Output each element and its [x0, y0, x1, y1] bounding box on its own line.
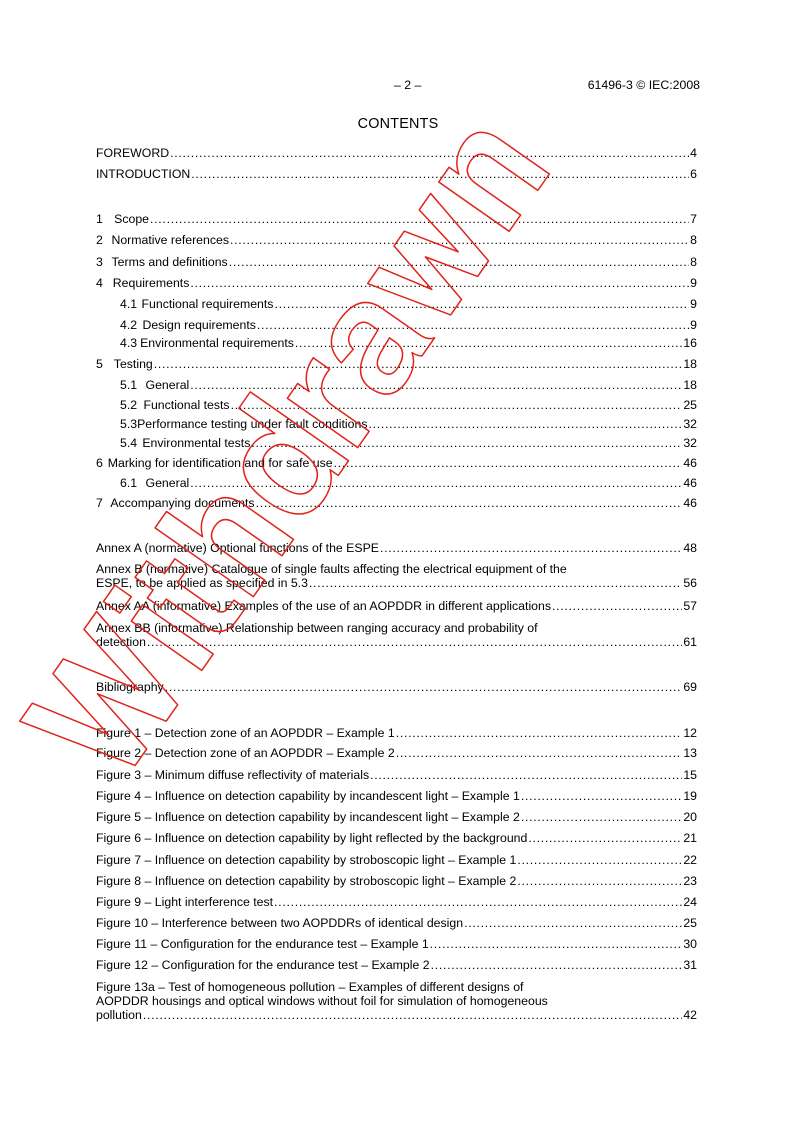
dot-leader	[190, 276, 689, 290]
dot-leader	[295, 336, 682, 350]
toc-entry-title-line: Annex B (normative) Catalogue of single faults affecting the electrical equipment of the	[96, 562, 567, 576]
toc-entry-annex-aa[interactable]	[96, 599, 697, 613]
dot-leader	[191, 167, 689, 181]
toc-entry-title: Functional requirements	[141, 297, 274, 311]
toc-entry-title: Figure 10 – Interference between two AOPDDRs of identical design	[96, 916, 464, 930]
toc-entry-figure[interactable]	[96, 916, 697, 930]
toc-entry-title: INTRODUCTION	[96, 167, 191, 181]
toc-entry-title: Figure 3 – Minimum diffuse reflectivity of materials	[96, 768, 370, 782]
toc-entry-title: Figure 4 – Influence on detection capability by incandescent light – Example 1	[96, 789, 520, 803]
toc-entry-bibliography[interactable]	[96, 680, 697, 694]
toc-page-number: 21	[683, 831, 697, 845]
toc-entry-clause[interactable]	[120, 297, 697, 311]
toc-entry-title: Requirements	[112, 276, 190, 290]
toc-entry-number: 4	[96, 276, 103, 290]
toc-page-number: 16	[683, 336, 697, 350]
toc-entry-clause[interactable]	[96, 456, 697, 470]
toc-page-number: 32	[683, 436, 697, 450]
toc-entry-title: Environmental requirements	[140, 336, 294, 350]
toc-entry-number: 4.3	[120, 336, 138, 350]
toc-entry-title: Functional tests	[143, 398, 230, 412]
toc-entry-title-line: pollution	[96, 1008, 142, 1022]
toc-page-number: 22	[683, 853, 697, 867]
dot-leader	[528, 831, 682, 845]
toc-page-number: 6	[690, 167, 697, 181]
toc-entry-figure[interactable]	[96, 895, 697, 909]
toc-page-number: 20	[683, 810, 697, 824]
dot-leader	[396, 726, 683, 740]
dot-leader	[230, 233, 689, 247]
toc-entry-number: 5.1	[120, 378, 138, 392]
dot-leader	[150, 212, 689, 226]
dot-leader	[143, 1008, 683, 1022]
dot-leader	[517, 874, 682, 888]
toc-entry-figure[interactable]	[96, 810, 697, 824]
toc-entry-number: 5.3	[120, 417, 138, 431]
toc-entry-title: Figure 11 – Configuration for the endurance test – Example 1	[96, 937, 429, 951]
toc-entry-figure[interactable]	[96, 726, 697, 740]
toc-entry-number: 6	[96, 456, 103, 470]
toc-page-number: 30	[683, 937, 697, 951]
toc-page-number: 7	[690, 212, 697, 226]
toc-page-number: 18	[683, 357, 697, 371]
dot-leader	[256, 496, 683, 510]
toc-page-number: 42	[683, 1008, 697, 1022]
toc-entry-clause[interactable]	[120, 476, 697, 490]
toc-entry-title: Figure 8 – Influence on detection capability by stroboscopic light – Example 2	[96, 874, 517, 888]
toc-entry-title: Annex AA (informative) Examples of the use of an AOPDDR in different applications	[96, 599, 551, 613]
toc-page-number: 48	[683, 541, 697, 555]
toc-entry-title: Figure 2 – Detection zone of an AOPDDR – Example 2	[96, 746, 395, 760]
toc-entry-title: Marking for identification and for safe use	[107, 456, 333, 470]
toc-page-number: 25	[683, 916, 697, 930]
toc-entry-number: 4.2	[120, 318, 138, 332]
dot-leader	[165, 680, 683, 694]
toc-entry-number: 3	[96, 255, 103, 269]
toc-entry-number: 6.1	[120, 476, 138, 490]
dot-leader	[517, 853, 682, 867]
toc-entry-title: Environmental tests	[142, 436, 251, 450]
page-header	[96, 78, 700, 94]
toc-entry-number: 4.1	[120, 297, 138, 311]
toc-entry-figure[interactable]	[96, 746, 697, 760]
toc-entry-clause[interactable]	[96, 357, 697, 371]
toc-entry-title: FOREWORD	[96, 146, 170, 160]
toc-page-number: 9	[690, 297, 697, 311]
toc-page-number: 46	[683, 496, 697, 510]
dot-leader	[370, 768, 682, 782]
toc-entry-foreword[interactable]	[96, 146, 697, 160]
toc-entry-title: Annex A (normative) Optional functions of the ESPE	[96, 541, 379, 555]
dot-leader	[274, 895, 682, 909]
toc-page-number: 56	[683, 576, 697, 590]
dot-leader	[521, 789, 682, 803]
toc-entry-clause[interactable]	[96, 233, 697, 247]
toc-entry-clause[interactable]	[96, 496, 697, 510]
toc-page-number: 31	[683, 958, 697, 972]
toc-page-number: 24	[683, 895, 697, 909]
toc-entry-clause[interactable]	[120, 378, 697, 392]
document-id: 61496-3 © IEC:2008	[587, 78, 700, 92]
toc-page-number: 32	[683, 417, 697, 431]
toc-entry-title: Testing	[113, 357, 153, 371]
toc-entry-title: Figure 5 – Influence on detection capability by incandescent light – Example 2	[96, 810, 520, 824]
toc-entry-number: 1	[96, 212, 103, 226]
toc-entry-title: Performance testing under fault conditions	[137, 417, 368, 431]
toc-entry-title: Terms and definitions	[111, 255, 228, 269]
dot-leader	[257, 318, 689, 332]
toc-entry-clause[interactable]	[96, 276, 697, 290]
toc-entry-title-line: detection	[96, 635, 146, 649]
toc-entry-title: Scope	[114, 212, 150, 226]
toc-entry-figure[interactable]	[96, 958, 697, 972]
toc-entry-annex-b[interactable]	[96, 562, 697, 590]
toc-page-number: 46	[683, 476, 697, 490]
toc-page-number: 8	[690, 233, 697, 247]
toc-entry-title-line: ESPE, to be applied as specified in 5.3	[96, 576, 308, 590]
toc-entry-figure[interactable]	[96, 853, 697, 867]
page-number: – 2 –	[394, 78, 422, 92]
toc-page-number: 9	[690, 276, 697, 290]
toc-page-number: 69	[683, 680, 697, 694]
toc-entry-number: 5.4	[120, 436, 138, 450]
toc-entry-title: Normative references	[111, 233, 230, 247]
toc-entry-clause[interactable]	[96, 212, 697, 226]
toc-page-number: 46	[683, 456, 697, 470]
dot-leader	[521, 810, 682, 824]
toc-entry-clause[interactable]	[120, 417, 697, 431]
toc-entry-number: 7	[96, 496, 103, 510]
toc-entry-title-line: Figure 13a – Test of homogeneous pollution – Examples of different designs of	[96, 980, 524, 994]
toc-entry-figure-13a[interactable]	[96, 980, 697, 1022]
dot-leader	[170, 146, 689, 160]
toc-entry-title: General	[145, 378, 190, 392]
toc-entry-figure[interactable]	[96, 831, 697, 845]
toc-entry-title-line: Annex BB (informative) Relationship between ranging accuracy and probability of	[96, 621, 538, 635]
dot-leader	[190, 378, 682, 392]
toc-entry-clause[interactable]	[120, 398, 697, 412]
toc-page-number: 25	[683, 398, 697, 412]
toc-entry-title: Accompanying documents	[110, 496, 255, 510]
toc-page-number: 8	[690, 255, 697, 269]
dot-leader	[309, 576, 682, 590]
toc-entry-clause[interactable]	[96, 255, 697, 269]
toc-entry-figure[interactable]	[96, 874, 697, 888]
toc-entry-title: Design requirements	[142, 318, 256, 332]
toc-entry-number: 2	[96, 233, 103, 247]
dot-leader	[154, 357, 683, 371]
contents-heading: CONTENTS	[357, 116, 439, 132]
toc-page-number: 61	[683, 635, 697, 649]
dot-leader	[430, 937, 683, 951]
dot-leader	[380, 541, 682, 555]
toc-entry-figure[interactable]	[96, 768, 697, 782]
dot-leader	[251, 436, 682, 450]
toc-entry-number: 5	[96, 357, 103, 371]
toc-entry-annex-bb[interactable]	[96, 621, 697, 649]
toc-entry-introduction[interactable]	[96, 167, 697, 181]
toc-entry-title: Figure 1 – Detection zone of an AOPDDR – Example 1	[96, 726, 395, 740]
toc-entry-title-line: AOPDDR housings and optical windows without foil for simulation of homogeneous	[96, 994, 548, 1008]
dot-leader	[229, 255, 689, 269]
toc-page-number: 9	[690, 318, 697, 332]
toc-page-number: 19	[683, 789, 697, 803]
dot-leader	[147, 635, 682, 649]
toc-page-number: 23	[683, 874, 697, 888]
toc-page-number: 4	[690, 146, 697, 160]
toc-page-number: 12	[683, 726, 697, 740]
dot-leader	[464, 916, 682, 930]
dot-leader	[334, 456, 683, 470]
dot-leader	[231, 398, 683, 412]
toc-entry-title: Figure 9 – Light interference test	[96, 895, 274, 909]
toc-page-number: 15	[683, 768, 697, 782]
toc-entry-number: 5.2	[120, 398, 138, 412]
toc-page-number: 13	[683, 746, 697, 760]
toc-entry-annex-a[interactable]	[96, 541, 697, 555]
dot-leader	[396, 746, 683, 760]
toc-entry-clause[interactable]	[120, 318, 697, 332]
dot-leader	[368, 417, 682, 431]
dot-leader	[431, 958, 683, 972]
dot-leader	[274, 297, 689, 311]
toc-entry-title: Bibliography	[96, 680, 164, 694]
toc-entry-clause[interactable]	[120, 336, 697, 350]
toc-entry-clause[interactable]	[120, 436, 697, 450]
toc-entry-figure[interactable]	[96, 789, 697, 803]
toc-entry-figure[interactable]	[96, 937, 697, 951]
toc-entry-title: Figure 7 – Influence on detection capability by stroboscopic light – Example 1	[96, 853, 517, 867]
toc-entry-title: General	[145, 476, 190, 490]
dot-leader	[552, 599, 682, 613]
toc-entry-title: Figure 12 – Configuration for the endurance test – Example 2	[96, 958, 430, 972]
toc-entry-title: Figure 6 – Influence on detection capability by light reflected by the background	[96, 831, 528, 845]
toc-page-number: 18	[683, 378, 697, 392]
dot-leader	[190, 476, 682, 490]
toc-page-number: 57	[683, 599, 697, 613]
